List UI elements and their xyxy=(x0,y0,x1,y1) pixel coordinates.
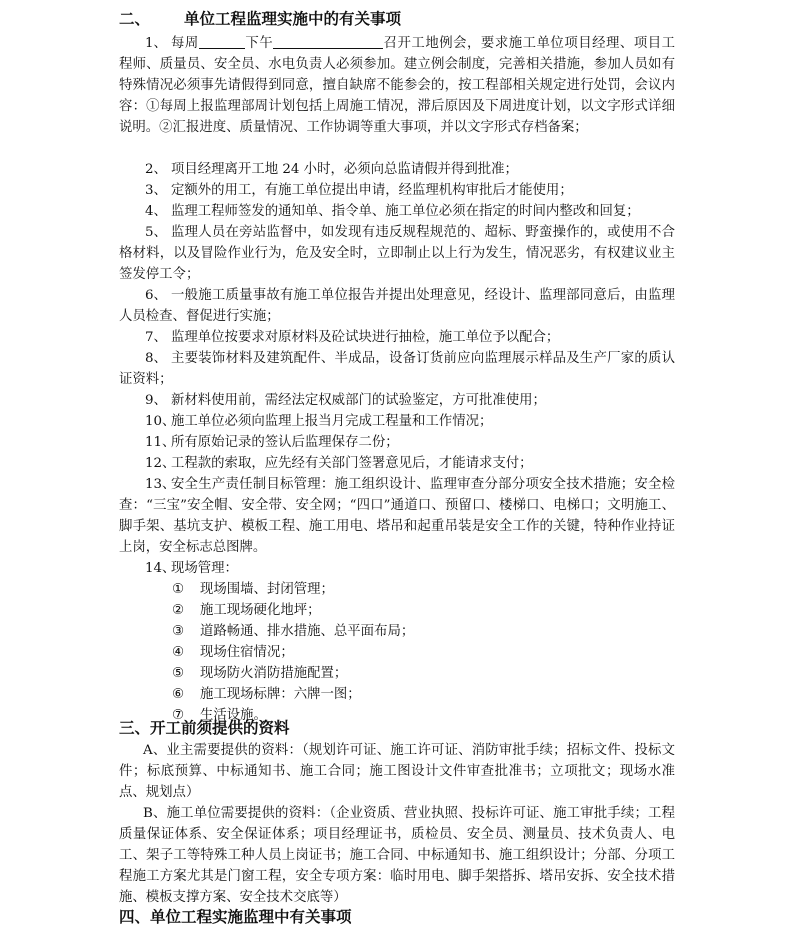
list-item: 13、 安全生产责任制目标管理：施工组织设计、监理审查分部分项安全技术措施；安全检查：“三宝”安全帽、安全带、安全网；“四口”通道口、预留口、楼梯口、电梯口；文明施工、脚手架、基坑支护、模板工程、施工用电、塔吊和起重吊装是安全工作的关键，特种作业持证上岗，安全标志总图牌。 xyxy=(119,477,675,556)
item-text: 每周 下午 召开工地例会，要求施工单位项目经理、项目工程师、质量员、安全员、水电负责人必须参加。建立例会制度，完善相关措施，参加人员如有特殊情况必须事先请假得到同意，擅自缺席不能参会的，按工程部相关规定进行处罚，会议内容：①每周上报监理部周计划包括上周施工情况，滞后原因及下周进度计划，以文字形式详细说明。②汇报进度、质量情况、工作协调等重大事项，并以文字形式存档备案； xyxy=(119,33,675,138)
section-2-number: 二、 xyxy=(119,10,151,28)
blank-line xyxy=(199,33,245,49)
sub-list-item: ⑦ 生活设施。 xyxy=(172,708,267,723)
blank-line xyxy=(273,33,383,49)
section-2-heading xyxy=(119,9,401,29)
section-4-number: 四、 xyxy=(119,908,151,926)
section-2-title: 单位工程监理实施中的有关事项 xyxy=(184,10,402,28)
list-item: 10、 施工单位必须向监理上报当月完成工程量和工作情况； xyxy=(145,414,493,429)
list-item xyxy=(119,33,675,138)
paragraph-owner-materials: A、业主需要提供的资料：（规划许可证、施工许可证、消防审批手续；招标文件、投标文件；标底预算、中标通知书、施工合同；施工图设计文件审查批准书；立项批文；现场水准点、规划点） xyxy=(119,743,675,801)
list-item: 12、 工程款的索取，应先经有关部门签署意见后，才能请求支付； xyxy=(145,456,533,471)
list-item: 5、 监理人员在旁站监督中，如发现有违反规程规范的、超标、野蛮操作的，或使用不合格材料，以及冒险作业行为，危及安全时，立即制止以上行为发生，情况恶劣，有权建议业主签发停工令； xyxy=(119,225,675,283)
list-item: 6、 一般施工质量事故有施工单位报告并提出处理意见，经设计、监理部同意后，由监理人员检查、督促进行实施； xyxy=(119,288,675,325)
section-3-number: 三、 xyxy=(119,719,151,737)
list-item: 9、 新材料使用前，需经法定权威部门的试验鉴定，方可批准使用； xyxy=(145,393,546,408)
section-4-title: 单位工程实施监理中有关事项 xyxy=(150,908,352,926)
list-item: 8、 主要装饰材料及建筑配件、半成品，设备订货前应向监理展示样品及生产厂家的质认证资料； xyxy=(119,351,675,388)
section-3-title: 开工前须提供的资料 xyxy=(150,719,290,737)
sub-list-item: ④ 现场住宿情况； xyxy=(172,645,294,660)
list-item: 4、 监理工程师签发的通知单、指令单、施工单位必须在指定的时间内整改和回复； xyxy=(145,204,640,219)
section-4-heading xyxy=(119,907,352,927)
list-item: 11、 所有原始记录的签认后监理保存二份； xyxy=(145,435,399,450)
sub-list-item: ⑥ 施工现场标牌：六牌一图； xyxy=(172,687,361,702)
list-item: 2、 项目经理离开工地 24 小时，必须向总监请假并得到批准； xyxy=(145,162,518,177)
sub-list-item: ① 现场围墙、封闭管理； xyxy=(172,582,334,597)
item-number: 1、 xyxy=(145,36,167,51)
sub-list-item: ③ 道路畅通、排水措施、总平面布局； xyxy=(172,624,415,639)
sub-list-item: ⑤ 现场防火消防措施配置； xyxy=(172,666,348,681)
list-item: 3、 定额外的用工，有施工单位提出申请，经监理机构审批后才能使用； xyxy=(145,183,573,198)
section-3-heading xyxy=(119,718,290,738)
paragraph-contractor-materials: B、施工单位需要提供的资料：（企业资质、营业执照、投标许可证、施工审批手续；工程质量保证体系、安全保证体系；项目经理证书，质检员、安全员、测量员、技术负责人、电工、架子工等特殊工种人员上岗证书；施工合同、中标通知书、施工组织设计；分部、分项工程施工方案尤其是门窗工程，安全专项方案：临时用电、脚手架搭拆、塔吊安拆、安全技术措施、模板支撑方案、安全技术交底等） xyxy=(119,806,675,906)
sub-list-item: ② 施工现场硬化地坪； xyxy=(172,603,321,618)
list-item: 7、 监理单位按要求对原材料及砼试块进行抽检，施工单位予以配合； xyxy=(145,330,560,345)
list-item: 14、 现场管理： xyxy=(145,561,238,576)
